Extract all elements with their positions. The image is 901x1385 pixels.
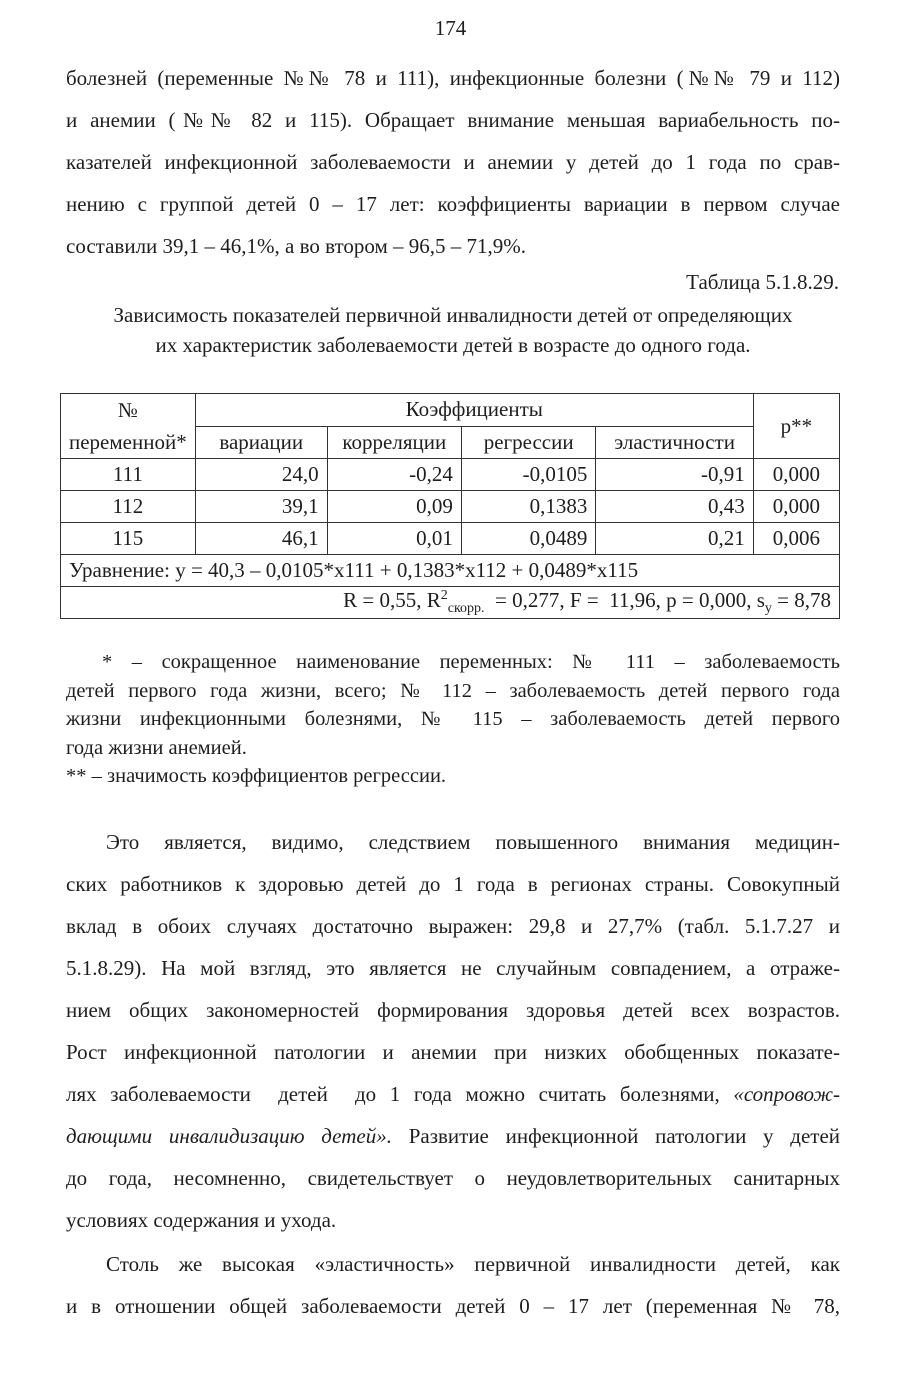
stats-r2-sup: 2 (440, 587, 448, 603)
cell-correlation: 0,01 (327, 523, 461, 555)
cell-variation: 39,1 (195, 491, 327, 523)
header-coefficients: Коэффициенты (195, 394, 753, 427)
note-line: ** – значимость коэффициентов регрессии. (66, 765, 447, 787)
header-var-no-line: переменной* (69, 430, 187, 454)
cell-variation: 24,0 (195, 459, 327, 491)
equation-row (61, 555, 840, 587)
cell-var: 112 (61, 491, 196, 523)
text-line: казателей инфекционной заболеваемости и анемии у детей до 1 года по срав- (66, 150, 840, 174)
text-line (66, 1073, 840, 1115)
cell-elasticity: 0,43 (596, 491, 753, 523)
cell-regression: 0,0489 (461, 523, 595, 555)
table-title-line: Зависимость показателей первичной инвалидности детей от определяющих (113, 303, 793, 327)
table-title (66, 300, 840, 360)
table-notes (66, 648, 840, 791)
header-elasticity: эластичности (596, 426, 753, 459)
intro-paragraph (66, 57, 840, 267)
text-line: 5.1.8.29). На мой взгляд, это является не случайным совпадением, а отраже- (66, 956, 840, 980)
note-line: детей первого года жизни, всего; № 112 – заболеваемость детей первого года (66, 679, 840, 702)
table-header-row (61, 394, 840, 427)
header-p: p** (753, 394, 839, 459)
stats-r: R = 0,55, R (343, 587, 441, 612)
paragraph-2 (66, 821, 840, 1241)
table-title-line: их характеристик заболеваемости детей в возрасте до одного года. (155, 333, 751, 357)
cell-regression: -0,0105 (461, 459, 595, 491)
cell-elasticity: 0,21 (596, 523, 753, 555)
header-variation: вариации (195, 426, 327, 459)
stats-sy-sub: y (764, 601, 772, 617)
text-line: нению с группой детей 0 – 17 лет: коэффициенты вариации в первом случае (66, 192, 840, 216)
table-row (61, 459, 840, 491)
stats-row (61, 587, 840, 619)
cell-p: 0,006 (753, 523, 839, 555)
note-line: * – сокращенное наименование переменных: № 111 – заболеваемость (102, 651, 840, 673)
text-line: Рост инфекционной патологии и анемии при низких обобщенных показате- (66, 1040, 840, 1064)
table-row (61, 491, 840, 523)
text-segment: Развитие инфекционной патологии у детей (391, 1124, 841, 1148)
stats-cell (61, 587, 840, 619)
header-var-no (61, 394, 196, 459)
text-line: болезней (переменные №№ 78 и 111), инфекционные болезни (№№ 79 и 112) (66, 66, 840, 90)
cell-variation: 46,1 (195, 523, 327, 555)
data-table (60, 393, 840, 619)
table-number: Таблица 5.1.8.29. (686, 270, 839, 294)
header-regression: регрессии (461, 426, 595, 459)
text-line: и в отношении общей заболеваемости детей 0 – 17 лет (переменная № 78, (66, 1294, 840, 1318)
text-segment: лях заболеваемости детей до 1 года можно считать болезнями, (66, 1082, 734, 1106)
text-line: ских работников к здоровью детей до 1 года в регионах страны. Совокупный (66, 872, 840, 896)
header-correlation: корреляции (327, 426, 461, 459)
cell-p: 0,000 (753, 459, 839, 491)
text-line (66, 1115, 840, 1157)
text-line: вклад в обоих случаях достаточно выражен: 29,8 и 27,7% (табл. 5.1.7.27 и (66, 914, 840, 938)
text-line: нием общих закономерностей формирования здоровья детей всех возрастов. (66, 998, 840, 1022)
stats-sy-value: = 8,78 (771, 587, 831, 612)
equation-cell (61, 555, 840, 587)
paragraph-3 (66, 1243, 840, 1327)
text-line: составили 39,1 – 46,1%, а во втором – 96,5 – 71,9%. (66, 234, 527, 258)
text-line: и анемии (№№ 82 и 115). Обращает внимание меньшая вариабельность по- (66, 108, 840, 132)
stats-rest: = 0,277, F = 11,96, p = 0,000, s (484, 587, 765, 612)
table-row (61, 523, 840, 555)
text-line: Это является, видимо, следствием повышенного внимания медицин- (106, 830, 840, 854)
note-line: года жизни анемией. (66, 736, 247, 759)
cell-correlation: 0,09 (327, 491, 461, 523)
header-var-no-line: № (117, 398, 138, 422)
note-line: жизни инфекционными болезнями, № 115 – заболеваемость детей первого (66, 708, 840, 730)
text-line: до года, несомненно, свидетельствует о неудовлетворительных санитарных (66, 1166, 840, 1190)
equation-text: y = 40,3 – 0,0105*x111 + 0,1383*x112 + 0,0489*x115 (175, 558, 639, 582)
text-line: условиях содержания и ухода. (66, 1208, 337, 1232)
text-segment-italic: «сопровож- (733, 1082, 840, 1106)
equation-label: Уравнение: (69, 558, 170, 582)
cell-elasticity: -0,91 (596, 459, 753, 491)
cell-correlation: -0,24 (327, 459, 461, 491)
stats-r2-sub: скорр. (447, 601, 485, 617)
page-number: 174 (434, 16, 467, 40)
text-line: Столь же высокая «эластичность» первичной инвалидности детей, как (106, 1252, 840, 1276)
cell-p: 0,000 (753, 491, 839, 523)
cell-regression: 0,1383 (461, 491, 595, 523)
cell-var: 111 (61, 459, 196, 491)
cell-var: 115 (61, 523, 196, 555)
text-segment-italic: дающими инвалидизацию детей». (66, 1124, 392, 1148)
